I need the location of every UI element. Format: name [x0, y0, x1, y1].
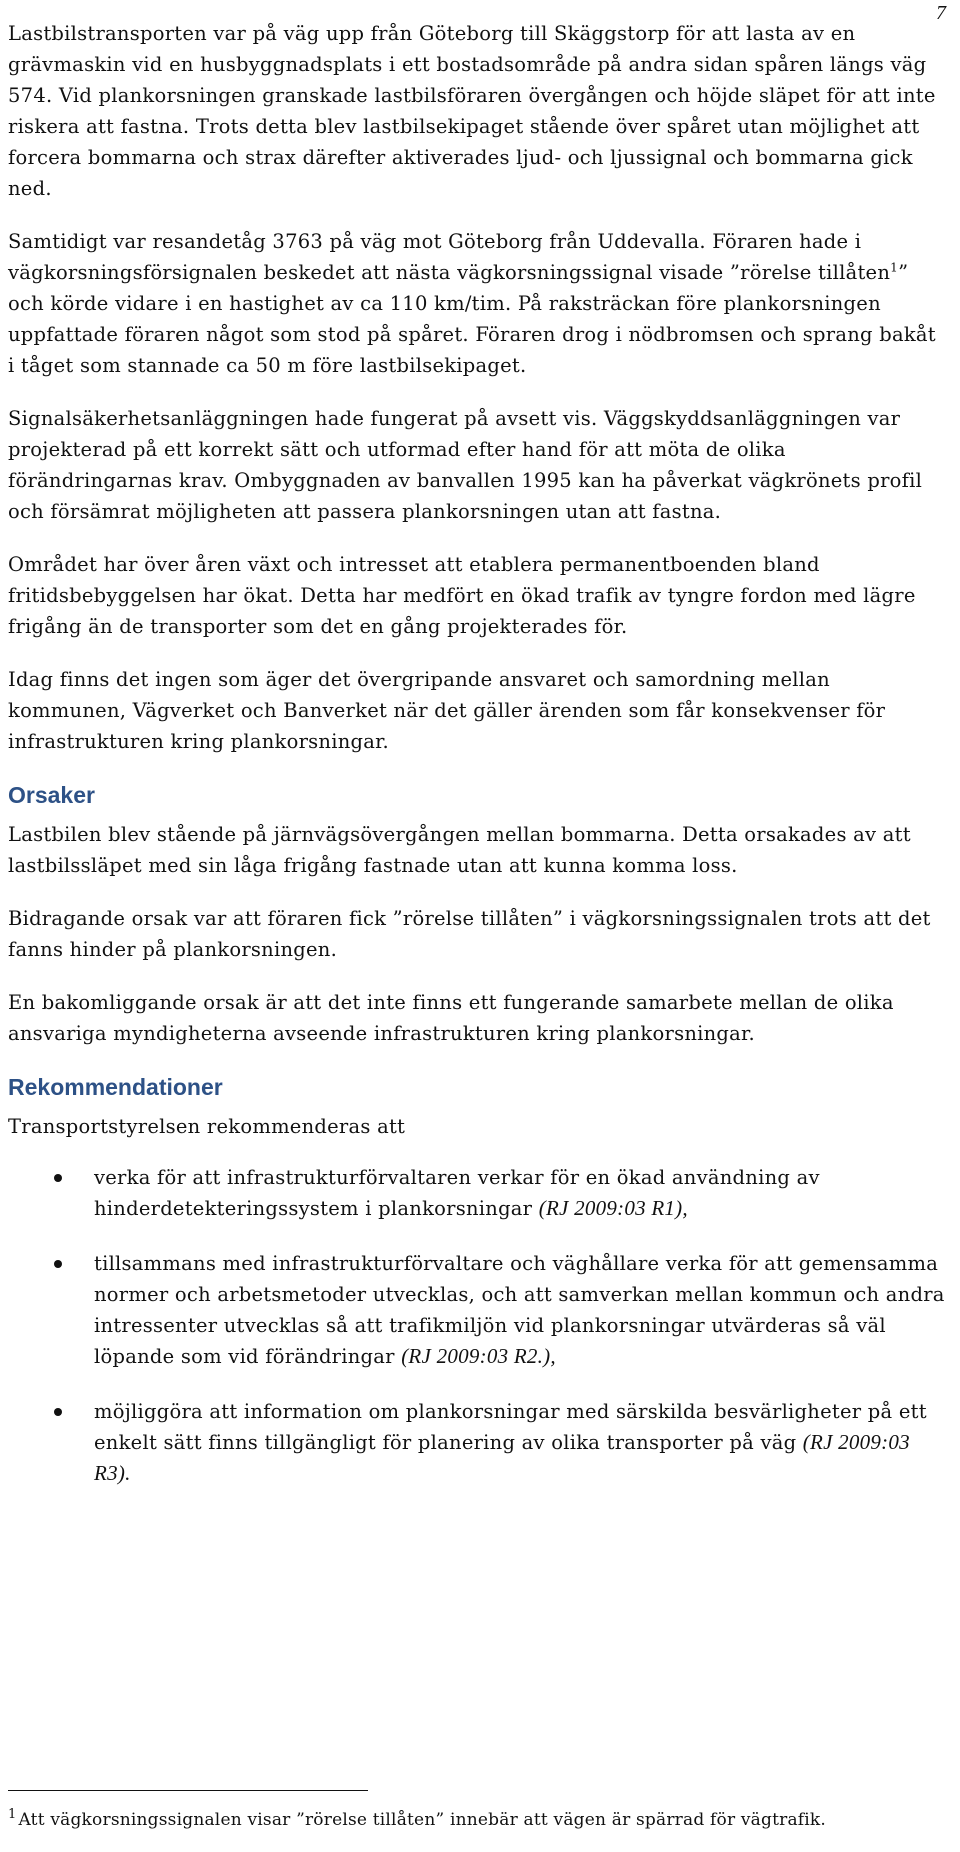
bullet-icon — [54, 1260, 62, 1268]
train-text-before: Samtidigt var resandetåg 3763 på väg mot Göteborg från Uddevalla. Föraren hade i vägkorsningsförsignalen beskedet att nästa vägkorsningssignal visade ”rörelse tillåten — [8, 230, 891, 284]
train-text-after: ” och körde vidare i en hastighet av ca 110 km/tim. På raksträckan före plankorsningen uppfattade föraren något som stod på spåret. Föraren drog i nödbromsen och sprang bakåt i tåget som stannade ca 50 m före lastbilsekipaget. — [8, 261, 936, 377]
footnote — [8, 1806, 952, 1834]
paragraph-cause-underlying: En bakomliggande orsak är att det inte finns ett fungerande samarbete mellan de olika ansvariga myndigheterna avseende infrastrukturen kring plankorsningar. — [8, 991, 894, 1045]
body-text — [8, 18, 948, 1513]
page-number: 7 — [936, 2, 946, 24]
footnote-text: Att vägkorsningssignalen visar ”rörelse tillåten” innebär att vägen är spärrad för vägtrafik. — [18, 1810, 827, 1830]
recommendation-text: möjliggöra att information om plankorsningar med särskilda besvärligheter på ett enkelt sätt finns tillgängligt för planering av olika transporter på väg — [94, 1400, 927, 1454]
list-item — [8, 1396, 948, 1489]
recommendation-text: verka för att infrastrukturförvaltaren verkar för en ökad användning av hinderdetekteringssystem i plankorsningar — [94, 1166, 820, 1220]
heading-orsaker: Orsaker — [8, 782, 95, 808]
heading-rekommendationer: Rekommendationer — [8, 1074, 223, 1100]
recommendations-list — [8, 1162, 948, 1489]
footnote-reference[interactable]: 1 — [890, 260, 899, 275]
paragraph-cause-contributing: Bidragande orsak var att föraren fick ”rörelse tillåten” i vägkorsningssignalen trots att det fanns hinder på plankorsningen. — [8, 907, 931, 961]
list-item — [8, 1162, 948, 1224]
recommendation-ref: (RJ 2009:03 R2.), — [401, 1344, 556, 1368]
paragraph-transport: Lastbilstransporten var på väg upp från Göteborg till Skäggstorp för att lasta av en grävmaskin vid en husbyggnadsplats i ett bostadsområde på andra sidan spåren längs väg 574. Vid plankorsningen granskade lastbilsföraren övergången och höjde släpet för att inte riskera att fastna. Trots detta blev lastbilsekipaget stående över spåret utan möjlighet att forcera bommarna och strax därefter aktiverades ljud- och ljussignal och bommarna gick ned. — [8, 22, 936, 200]
list-item — [8, 1248, 948, 1372]
footnote-divider — [8, 1790, 368, 1791]
paragraph-responsibility: Idag finns det ingen som äger det övergripande ansvaret och samordning mellan kommunen, Vägverket och Banverket när det gäller ärenden som får konsekvenser för infrastrukturen kring plankorsningar. — [8, 668, 886, 753]
paragraph-area-growth: Området har över åren växt och intresset att etablera permanentboenden bland fritidsbebyggelsen har ökat. Detta har medfört en ökad trafik av tyngre fordon med lägre frigång än de transporter som det en gång projekterades för. — [8, 553, 916, 638]
recommendation-ref: (RJ 2009:03 R3). — [94, 1430, 910, 1485]
paragraph-train — [8, 226, 948, 381]
paragraph-signal-system: Signalsäkerhetsanläggningen hade fungerat på avsett vis. Väggskyddsanläggningen var projekterad på ett korrekt sätt och utformad efter hand för att möta de olika förändringarnas krav. Ombyggnaden av banvallen 1995 kan ha påverkat vägkrönets profil och försämrat möjligheten att passera plankorsningen utan att fastna. — [8, 407, 923, 523]
footnote-marker: 1 — [8, 1807, 17, 1823]
recommendation-ref: (RJ 2009:03 R1), — [538, 1196, 688, 1220]
bullet-icon — [54, 1174, 62, 1182]
recommendations-intro: Transportstyrelsen rekommenderas att — [8, 1115, 406, 1138]
bullet-icon — [54, 1408, 62, 1416]
recommendation-text: tillsammans med infrastrukturförvaltare och väghållare verka för att gemensamma normer och arbetsmetoder utvecklas, och att samverkan mellan kommun och andra intressenter utvecklas så att trafikmiljön vid plankorsningar utvärderas så väl löpande som vid förändringar — [94, 1252, 945, 1368]
paragraph-cause-main: Lastbilen blev stående på järnvägsövergången mellan bommarna. Detta orsakades av att lastbilssläpet med sin låga frigång fastnade utan att kunna komma loss. — [8, 823, 911, 877]
